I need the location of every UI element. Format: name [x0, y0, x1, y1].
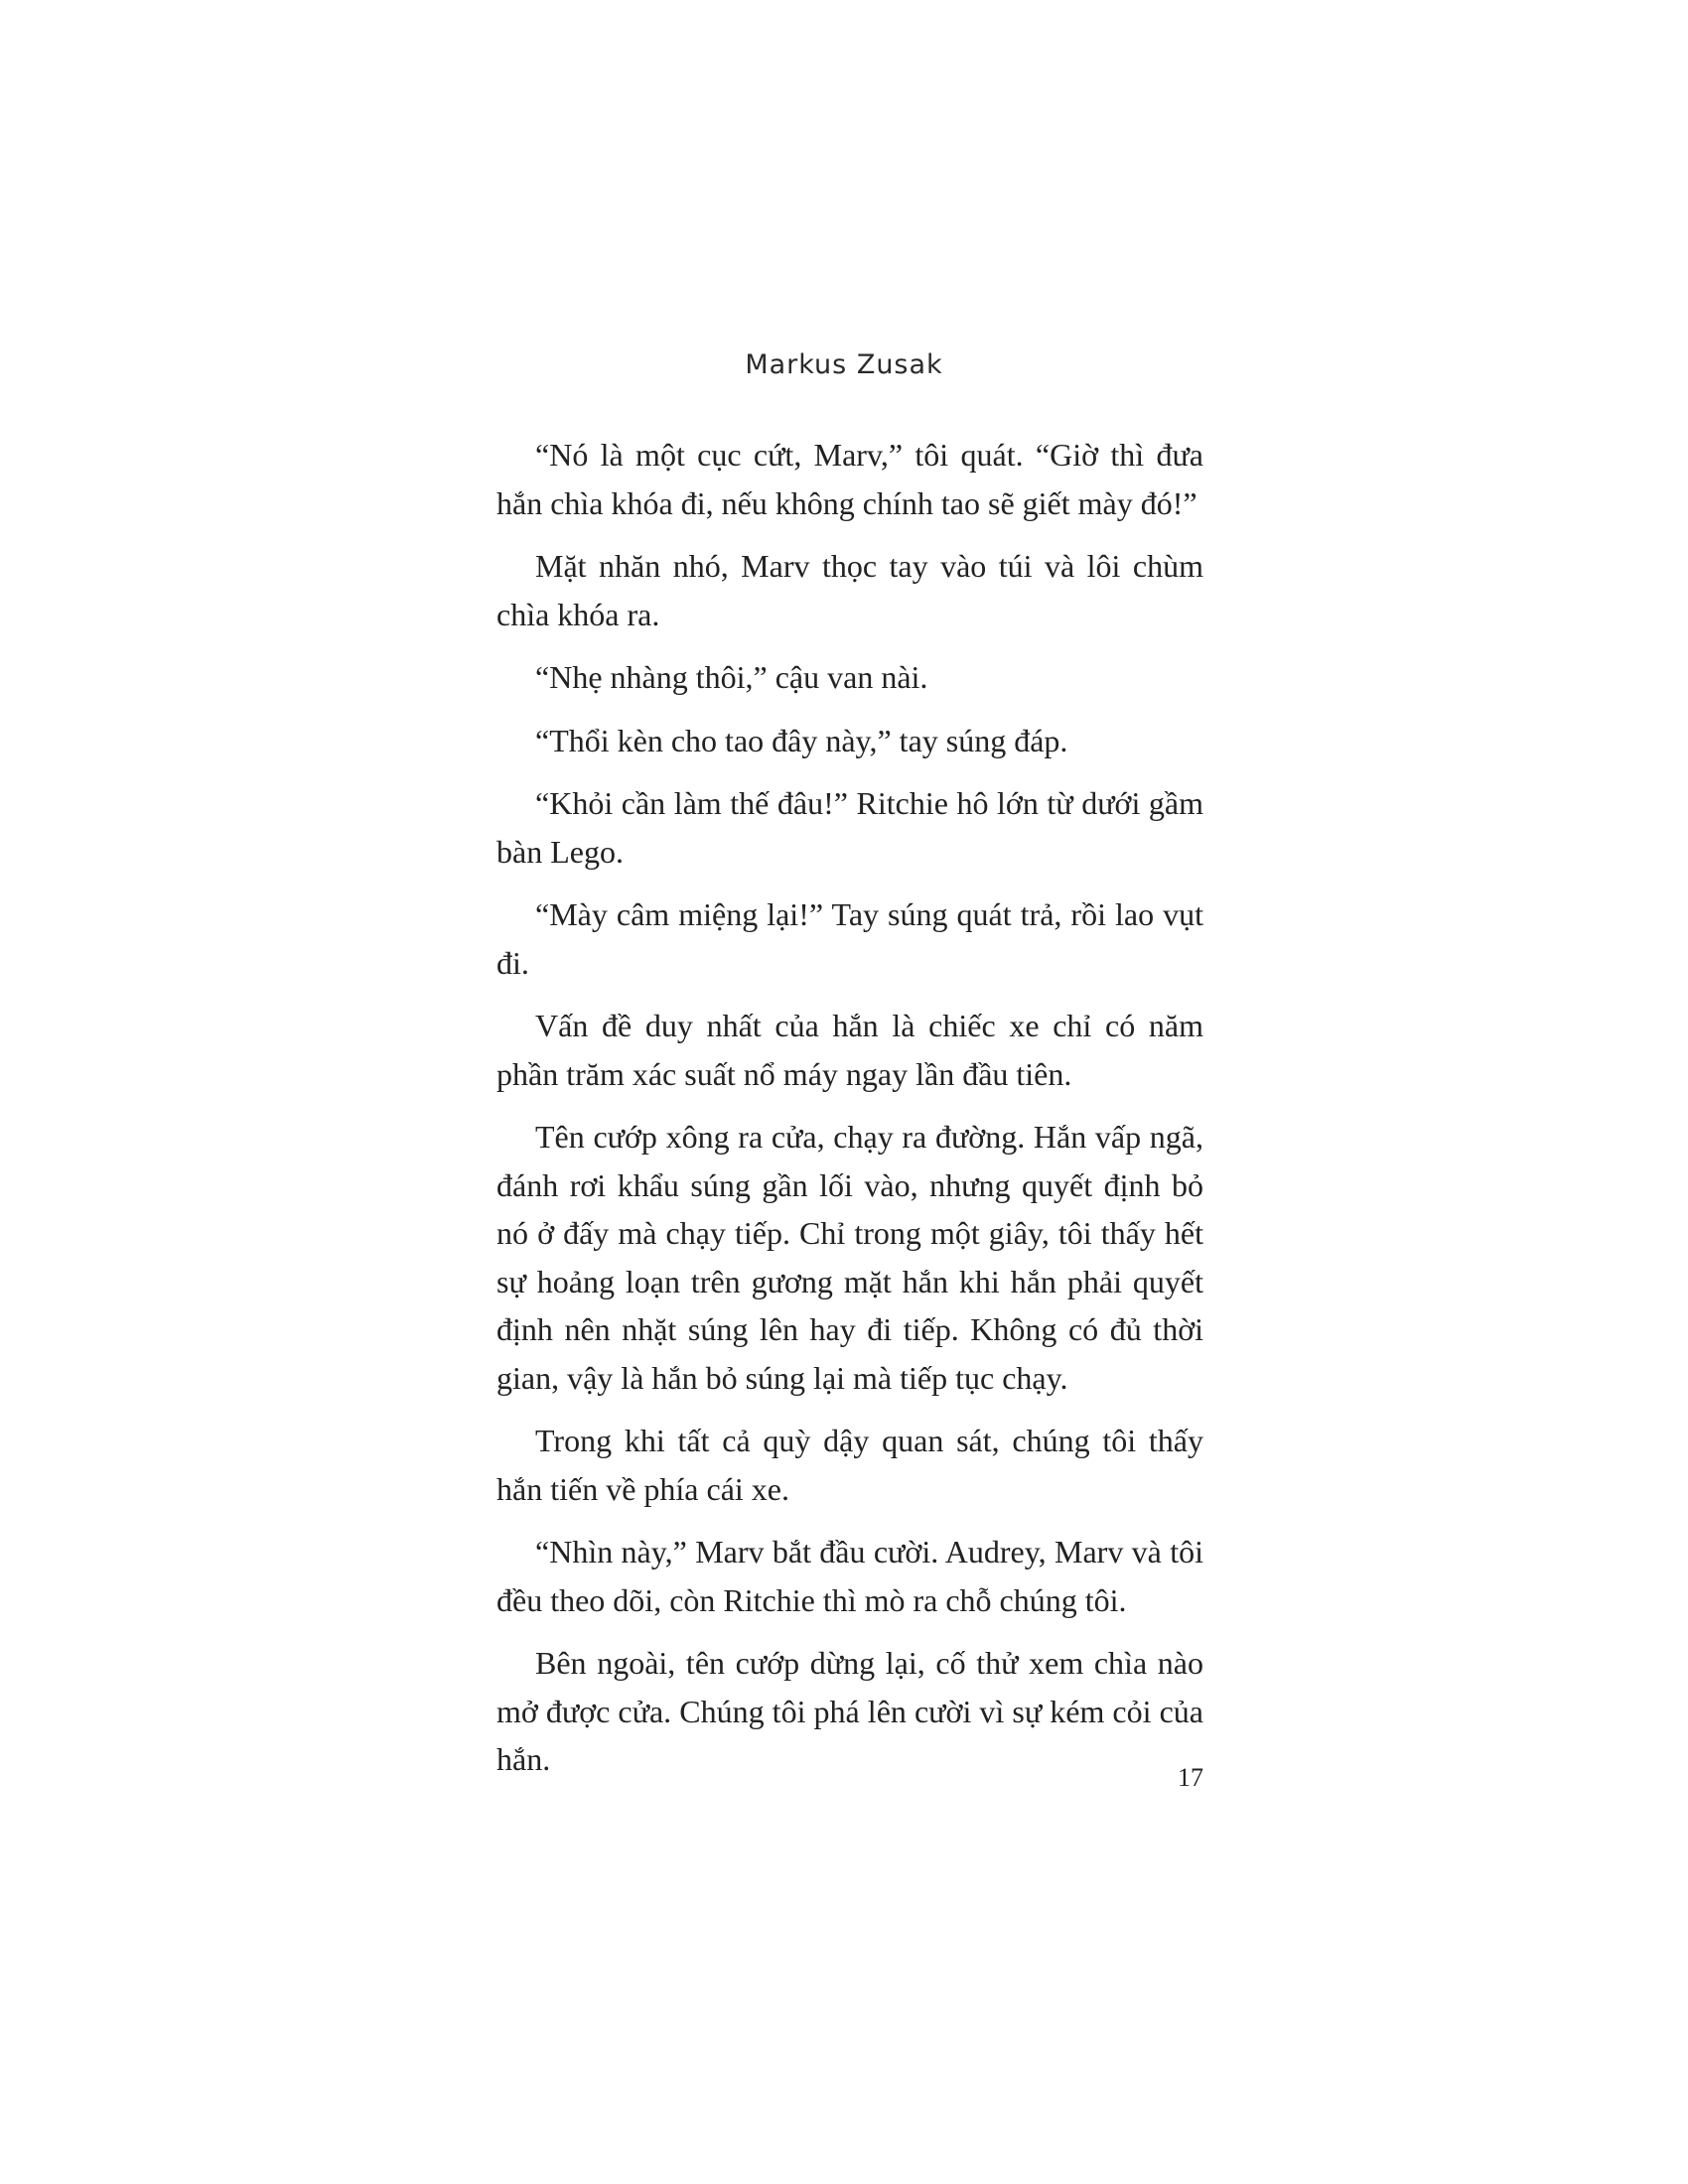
paragraph: “Khỏi cần làm thế đâu!” Ritchie hô lớn từ dưới gầm bàn Lego. [496, 785, 1203, 870]
paragraph: Tên cướp xông ra cửa, chạy ra đường. Hắn vấp ngã, đánh rơi khẩu súng gần lối vào, nhưng quyết định bỏ nó ở đấy mà chạy tiếp. Chỉ trong một giây, tôi thấy hết sự hoảng loạn trên gương mặt hắn khi hắn phải quyết định nên nhặt súng lên hay đi tiếp. Không có đủ thời gian, vậy là hắn bỏ súng lại mà tiếp tục chạy. [496, 1119, 1203, 1396]
body-text [496, 431, 1203, 1799]
page-number: 17 [1178, 1763, 1203, 1792]
paragraph: “Nhìn này,” Marv bắt đầu cười. Audrey, Marv và tôi đều theo dõi, còn Ritchie thì mò ra chỗ chúng tôi. [496, 1534, 1203, 1618]
paragraph: “Thổi kèn cho tao đây này,” tay súng đáp. [535, 722, 1068, 758]
paragraph: “Nhẹ nhàng thôi,” cậu van nài. [535, 659, 928, 695]
running-header-author: Markus Zusak [745, 349, 943, 380]
paragraph: Bên ngoài, tên cướp dừng lại, cố thử xem chìa nào mở được cửa. Chúng tôi phá lên cười vì sự kém cỏi của hắn. [496, 1645, 1203, 1777]
paragraph: “Nó là một cục cứt, Marv,” tôi quát. “Giờ thì đưa hắn chìa khóa đi, nếu không chính tao sẽ giết mày đó!” [496, 437, 1203, 521]
paragraph: Trong khi tất cả quỳ dậy quan sát, chúng tôi thấy hắn tiến về phía cái xe. [496, 1423, 1203, 1507]
paragraph: Vấn đề duy nhất của hắn là chiếc xe chỉ có năm phần trăm xác suất nổ máy ngay lần đầu tiên. [496, 1008, 1203, 1092]
paragraph: Mặt nhăn nhó, Marv thọc tay vào túi và lôi chùm chìa khóa ra. [496, 548, 1203, 632]
paragraph: “Mày câm miệng lại!” Tay súng quát trả, rồi lao vụt đi. [496, 896, 1203, 981]
